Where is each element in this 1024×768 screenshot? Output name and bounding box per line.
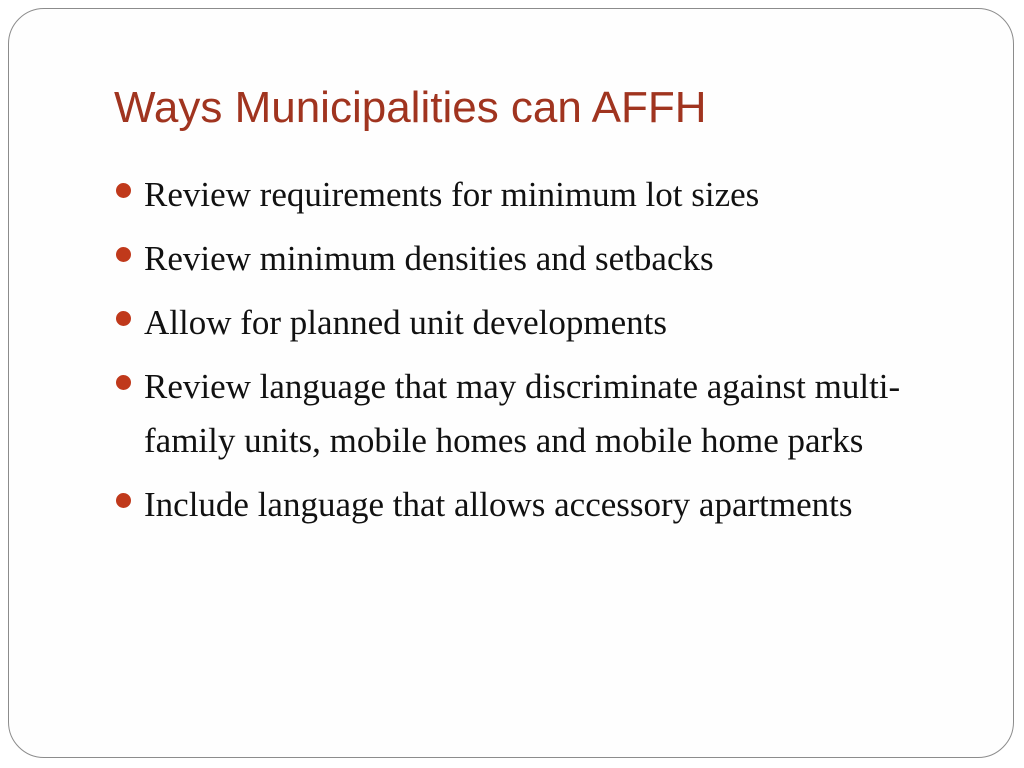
bullet-dot-icon <box>116 247 131 262</box>
bullet-item <box>116 296 976 350</box>
bullet-item <box>116 232 976 286</box>
slide-title: Ways Municipalities can AFFH <box>114 83 707 132</box>
bullet-item <box>116 360 976 468</box>
bullet-text: Review requirements for minimum lot sizes <box>144 175 760 214</box>
bullet-text: Review minimum densities and setbacks <box>144 239 714 278</box>
bullet-dot-icon <box>116 311 131 326</box>
bullet-text: Allow for planned unit developments <box>144 303 667 342</box>
bullet-text: Include language that allows accessory apartments <box>144 485 853 524</box>
bullet-text: Review language that may discriminate against multi-family units, mobile homes and mobile home parks <box>144 367 901 460</box>
bullet-dot-icon <box>116 183 131 198</box>
bullet-item <box>116 168 976 222</box>
bullet-item <box>116 478 976 532</box>
bullet-dot-icon <box>116 493 131 508</box>
bullet-list <box>116 168 976 542</box>
bullet-dot-icon <box>116 375 131 390</box>
